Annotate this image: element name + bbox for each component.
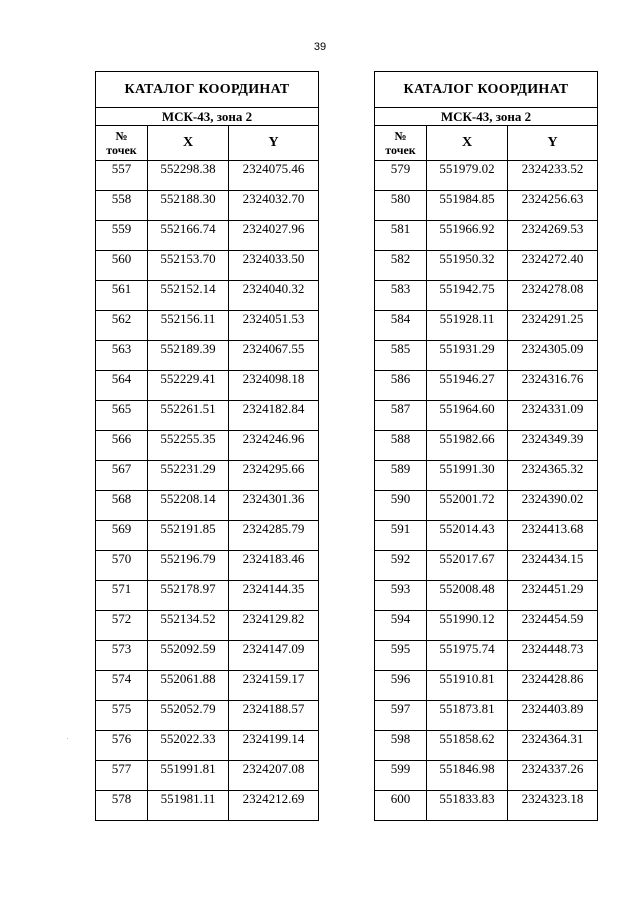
table-row	[96, 161, 319, 191]
table-row	[96, 761, 319, 791]
y-coordinate-cell: 2324364.31	[508, 731, 598, 761]
column-header-points-word: точек	[385, 143, 416, 157]
table-row	[96, 221, 319, 251]
point-number-cell: 581	[375, 221, 427, 251]
x-coordinate-cell: 552191.85	[148, 521, 229, 551]
y-coordinate-cell: 2324246.96	[229, 431, 319, 461]
x-coordinate-cell: 551979.02	[427, 161, 508, 191]
point-number-cell: 584	[375, 311, 427, 341]
point-number-cell: 570	[96, 551, 148, 581]
y-coordinate-cell: 2324098.18	[229, 371, 319, 401]
table-row	[375, 551, 598, 581]
table-row	[375, 611, 598, 641]
x-coordinate-cell: 552298.38	[148, 161, 229, 191]
table-row	[96, 341, 319, 371]
x-coordinate-cell: 551984.85	[427, 191, 508, 221]
table-row	[375, 341, 598, 371]
point-number-cell: 597	[375, 701, 427, 731]
table-title-row	[375, 72, 598, 108]
table-header-row	[96, 126, 319, 161]
point-number-cell: 574	[96, 671, 148, 701]
table-row	[96, 671, 319, 701]
table-title: КАТАЛОГ КООРДИНАТ	[96, 72, 319, 108]
table-row	[96, 611, 319, 641]
y-coordinate-cell: 2324316.76	[508, 371, 598, 401]
x-coordinate-cell: 552189.39	[148, 341, 229, 371]
x-coordinate-cell: 551991.30	[427, 461, 508, 491]
x-coordinate-cell: 551990.12	[427, 611, 508, 641]
y-coordinate-cell: 2324027.96	[229, 221, 319, 251]
x-coordinate-cell: 552134.52	[148, 611, 229, 641]
y-coordinate-cell: 2324413.68	[508, 521, 598, 551]
y-coordinate-cell: 2324199.14	[229, 731, 319, 761]
y-coordinate-cell: 2324272.40	[508, 251, 598, 281]
y-coordinate-cell: 2324144.35	[229, 581, 319, 611]
point-number-cell: 600	[375, 791, 427, 821]
column-header-point-number	[96, 126, 148, 161]
table-row	[96, 461, 319, 491]
y-coordinate-cell: 2324212.69	[229, 791, 319, 821]
y-coordinate-cell: 2324291.25	[508, 311, 598, 341]
table-row	[96, 731, 319, 761]
y-coordinate-cell: 2324033.50	[229, 251, 319, 281]
table-row	[375, 251, 598, 281]
point-number-cell: 596	[375, 671, 427, 701]
coordinate-catalog-table-left	[95, 71, 319, 821]
point-number-cell: 580	[375, 191, 427, 221]
y-coordinate-cell: 2324067.55	[229, 341, 319, 371]
coordinate-catalog-table-right	[374, 71, 598, 821]
point-number-cell: 599	[375, 761, 427, 791]
x-coordinate-cell: 552092.59	[148, 641, 229, 671]
table-body	[96, 161, 319, 821]
point-number-cell: 583	[375, 281, 427, 311]
point-number-cell: 571	[96, 581, 148, 611]
point-number-cell: 593	[375, 581, 427, 611]
table-row	[96, 521, 319, 551]
table-row	[375, 491, 598, 521]
x-coordinate-cell: 552152.14	[148, 281, 229, 311]
x-coordinate-cell: 552061.88	[148, 671, 229, 701]
x-coordinate-cell: 551873.81	[427, 701, 508, 731]
table-subtitle-row	[96, 108, 319, 126]
x-coordinate-cell: 551858.62	[427, 731, 508, 761]
table-row	[375, 701, 598, 731]
table-subtitle: МСК-43, зона 2	[375, 108, 598, 126]
point-number-cell: 588	[375, 431, 427, 461]
point-number-cell: 573	[96, 641, 148, 671]
table-row	[375, 521, 598, 551]
y-coordinate-cell: 2324365.32	[508, 461, 598, 491]
point-number-cell: 576	[96, 731, 148, 761]
y-coordinate-cell: 2324434.15	[508, 551, 598, 581]
y-coordinate-cell: 2324159.17	[229, 671, 319, 701]
x-coordinate-cell: 552153.70	[148, 251, 229, 281]
column-header-number-sign: №	[115, 129, 128, 143]
y-coordinate-cell: 2324207.08	[229, 761, 319, 791]
table-row	[96, 371, 319, 401]
table-row	[96, 281, 319, 311]
table-row	[96, 311, 319, 341]
table-row	[375, 581, 598, 611]
table-body	[375, 161, 598, 821]
point-number-cell: 578	[96, 791, 148, 821]
point-number-cell: 595	[375, 641, 427, 671]
point-number-cell: 589	[375, 461, 427, 491]
y-coordinate-cell: 2324188.57	[229, 701, 319, 731]
x-coordinate-cell: 552208.14	[148, 491, 229, 521]
y-coordinate-cell: 2324331.09	[508, 401, 598, 431]
point-number-cell: 594	[375, 611, 427, 641]
table-row	[375, 401, 598, 431]
point-number-cell: 568	[96, 491, 148, 521]
table-row	[375, 161, 598, 191]
point-number-cell: 569	[96, 521, 148, 551]
y-coordinate-cell: 2324337.26	[508, 761, 598, 791]
y-coordinate-cell: 2324301.36	[229, 491, 319, 521]
y-coordinate-cell: 2324051.53	[229, 311, 319, 341]
point-number-cell: 585	[375, 341, 427, 371]
table-row	[375, 371, 598, 401]
table-row	[96, 641, 319, 671]
table-header-row	[375, 126, 598, 161]
column-header-points-word: точек	[106, 143, 137, 157]
table-row	[375, 461, 598, 491]
point-number-cell: 564	[96, 371, 148, 401]
y-coordinate-cell: 2324428.86	[508, 671, 598, 701]
y-coordinate-cell: 2324278.08	[508, 281, 598, 311]
y-coordinate-cell: 2324305.09	[508, 341, 598, 371]
table-row	[375, 791, 598, 821]
y-coordinate-cell: 2324285.79	[229, 521, 319, 551]
table-row	[96, 191, 319, 221]
column-header-x: X	[148, 126, 229, 161]
x-coordinate-cell: 551964.60	[427, 401, 508, 431]
point-number-cell: 591	[375, 521, 427, 551]
table-row	[96, 581, 319, 611]
point-number-cell: 561	[96, 281, 148, 311]
point-number-cell: 566	[96, 431, 148, 461]
table-row	[375, 641, 598, 671]
x-coordinate-cell: 552166.74	[148, 221, 229, 251]
point-number-cell: 577	[96, 761, 148, 791]
table-row	[96, 401, 319, 431]
y-coordinate-cell: 2324390.02	[508, 491, 598, 521]
point-number-cell: 572	[96, 611, 148, 641]
x-coordinate-cell: 552008.48	[427, 581, 508, 611]
x-coordinate-cell: 552022.33	[148, 731, 229, 761]
table-title-row	[96, 72, 319, 108]
x-coordinate-cell: 552014.43	[427, 521, 508, 551]
table-row	[375, 431, 598, 461]
table-row	[375, 671, 598, 701]
point-number-cell: 567	[96, 461, 148, 491]
y-coordinate-cell: 2324403.89	[508, 701, 598, 731]
x-coordinate-cell: 551966.92	[427, 221, 508, 251]
column-header-y: Y	[229, 126, 319, 161]
column-header-y: Y	[508, 126, 598, 161]
y-coordinate-cell: 2324448.73	[508, 641, 598, 671]
x-coordinate-cell: 552052.79	[148, 701, 229, 731]
table-row	[96, 701, 319, 731]
y-coordinate-cell: 2324454.59	[508, 611, 598, 641]
y-coordinate-cell: 2324323.18	[508, 791, 598, 821]
y-coordinate-cell: 2324233.52	[508, 161, 598, 191]
x-coordinate-cell: 551910.81	[427, 671, 508, 701]
point-number-cell: 586	[375, 371, 427, 401]
x-coordinate-cell: 552017.67	[427, 551, 508, 581]
column-header-x: X	[427, 126, 508, 161]
x-coordinate-cell: 552178.97	[148, 581, 229, 611]
table-subtitle: МСК-43, зона 2	[96, 108, 319, 126]
x-coordinate-cell: 552196.79	[148, 551, 229, 581]
x-coordinate-cell: 552261.51	[148, 401, 229, 431]
y-coordinate-cell: 2324269.53	[508, 221, 598, 251]
x-coordinate-cell: 552156.11	[148, 311, 229, 341]
point-number-cell: 598	[375, 731, 427, 761]
x-coordinate-cell: 551975.74	[427, 641, 508, 671]
y-coordinate-cell: 2324451.29	[508, 581, 598, 611]
point-number-cell: 557	[96, 161, 148, 191]
point-number-cell: 579	[375, 161, 427, 191]
x-coordinate-cell: 552229.41	[148, 371, 229, 401]
table-subtitle-row	[375, 108, 598, 126]
y-coordinate-cell: 2324182.84	[229, 401, 319, 431]
x-coordinate-cell: 551946.27	[427, 371, 508, 401]
x-coordinate-cell: 552001.72	[427, 491, 508, 521]
point-number-cell: 563	[96, 341, 148, 371]
x-coordinate-cell: 552188.30	[148, 191, 229, 221]
x-coordinate-cell: 552255.35	[148, 431, 229, 461]
table-row	[96, 791, 319, 821]
scan-speck	[67, 738, 68, 739]
table-row	[96, 251, 319, 281]
x-coordinate-cell: 551928.11	[427, 311, 508, 341]
x-coordinate-cell: 551982.66	[427, 431, 508, 461]
table-row	[375, 191, 598, 221]
point-number-cell: 558	[96, 191, 148, 221]
y-coordinate-cell: 2324032.70	[229, 191, 319, 221]
point-number-cell: 587	[375, 401, 427, 431]
x-coordinate-cell: 551846.98	[427, 761, 508, 791]
y-coordinate-cell: 2324183.46	[229, 551, 319, 581]
point-number-cell: 582	[375, 251, 427, 281]
point-number-cell: 559	[96, 221, 148, 251]
x-coordinate-cell: 551950.32	[427, 251, 508, 281]
x-coordinate-cell: 551942.75	[427, 281, 508, 311]
table-row	[375, 731, 598, 761]
point-number-cell: 560	[96, 251, 148, 281]
table-row	[96, 551, 319, 581]
y-coordinate-cell: 2324295.66	[229, 461, 319, 491]
table-row	[375, 761, 598, 791]
y-coordinate-cell: 2324256.63	[508, 191, 598, 221]
table-row	[96, 491, 319, 521]
column-header-point-number	[375, 126, 427, 161]
table-title: КАТАЛОГ КООРДИНАТ	[375, 72, 598, 108]
x-coordinate-cell: 551833.83	[427, 791, 508, 821]
y-coordinate-cell: 2324349.39	[508, 431, 598, 461]
table-row	[375, 281, 598, 311]
x-coordinate-cell: 552231.29	[148, 461, 229, 491]
point-number-cell: 575	[96, 701, 148, 731]
point-number-cell: 590	[375, 491, 427, 521]
x-coordinate-cell: 551931.29	[427, 341, 508, 371]
x-coordinate-cell: 551981.11	[148, 791, 229, 821]
y-coordinate-cell: 2324129.82	[229, 611, 319, 641]
point-number-cell: 565	[96, 401, 148, 431]
point-number-cell: 562	[96, 311, 148, 341]
y-coordinate-cell: 2324075.46	[229, 161, 319, 191]
column-header-number-sign: №	[394, 129, 407, 143]
x-coordinate-cell: 551991.81	[148, 761, 229, 791]
page-number: 39	[313, 41, 327, 53]
table-row	[96, 431, 319, 461]
y-coordinate-cell: 2324147.09	[229, 641, 319, 671]
table-row	[375, 221, 598, 251]
point-number-cell: 592	[375, 551, 427, 581]
y-coordinate-cell: 2324040.32	[229, 281, 319, 311]
table-row	[375, 311, 598, 341]
